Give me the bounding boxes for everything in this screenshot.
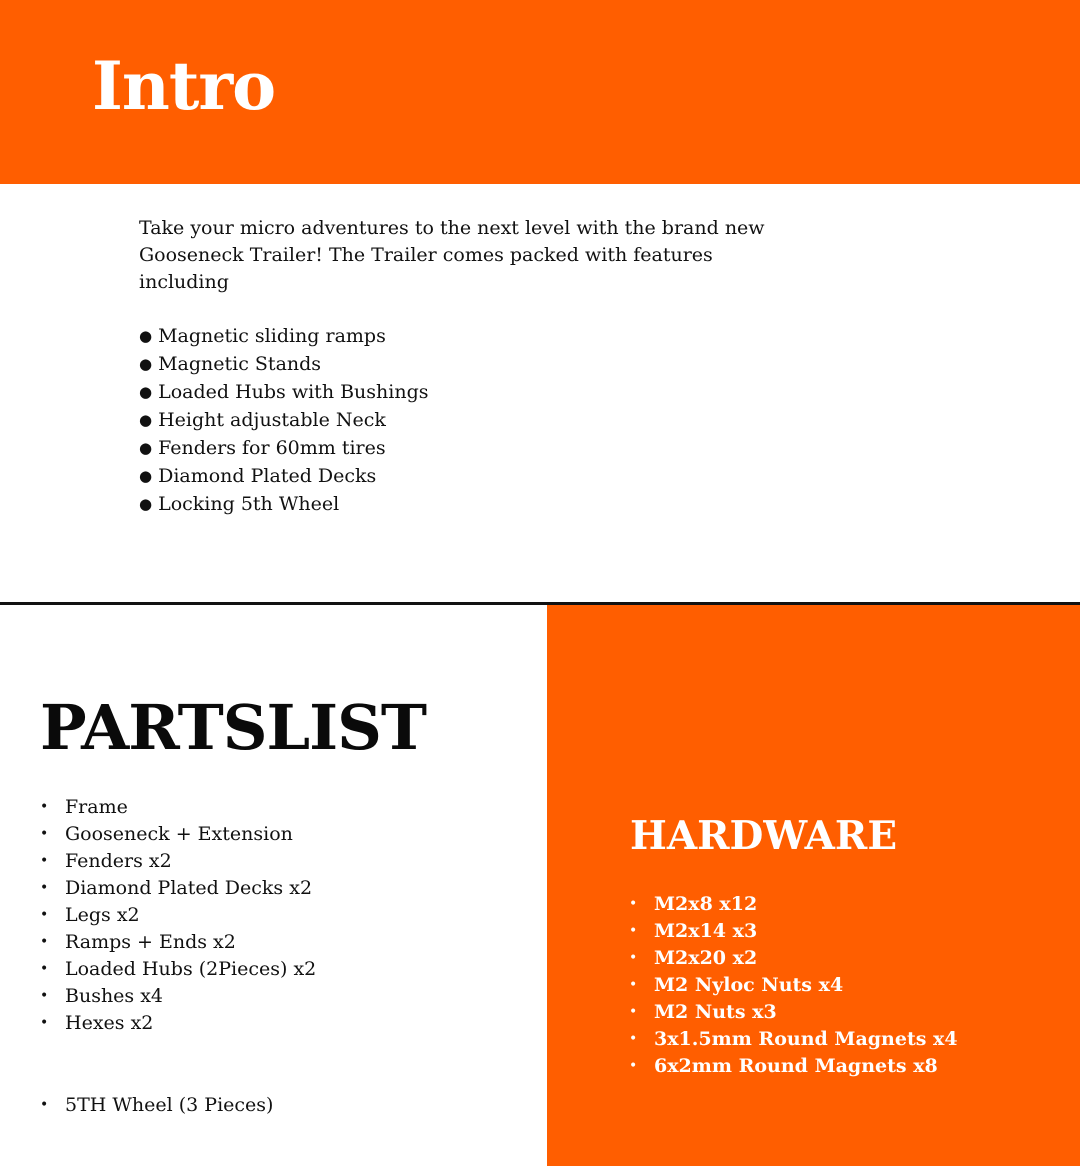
part-item: • Hexes x2 [40, 1010, 316, 1037]
intro-paragraph: Take your micro adventures to the next level with the brand new Gooseneck Trailer! The Trailer comes packed with features including [139, 217, 765, 293]
feature-item: ● Magnetic Stands [139, 351, 429, 379]
part-item: • 5TH Wheel (3 Pieces) [40, 1092, 273, 1119]
parts-list-extra [40, 1092, 273, 1119]
feature-item: ● Fenders for 60mm tires [139, 435, 429, 463]
intro-title: Intro [92, 47, 276, 125]
part-item: • Ramps + Ends x2 [40, 929, 316, 956]
parts-list [40, 794, 316, 1037]
hardware-item: • M2 Nyloc Nuts x4 [629, 972, 958, 999]
part-item: • Fenders x2 [40, 848, 316, 875]
hardware-item: • M2 Nuts x3 [629, 999, 958, 1026]
intro-header-band [0, 0, 1080, 184]
feature-item: ● Magnetic sliding ramps [139, 323, 429, 351]
feature-item: ● Loaded Hubs with Bushings [139, 379, 429, 407]
part-item: • Legs x2 [40, 902, 316, 929]
part-item: • Gooseneck + Extension [40, 821, 316, 848]
hardware-item: • 3x1.5mm Round Magnets x4 [629, 1026, 958, 1053]
part-item: • Diamond Plated Decks x2 [40, 875, 316, 902]
feature-item: ● Height adjustable Neck [139, 407, 429, 435]
hardware-item: • 6x2mm Round Magnets x8 [629, 1053, 958, 1080]
feature-list [139, 323, 429, 519]
hardware-item: • M2x14 x3 [629, 918, 958, 945]
hardware-panel [547, 605, 1080, 1166]
hardware-item: • M2x8 x12 [629, 891, 958, 918]
part-item: • Bushes x4 [40, 983, 316, 1010]
hardware-title: HARDWARE [630, 813, 898, 859]
feature-item: ● Diamond Plated Decks [139, 463, 429, 491]
hardware-list [629, 891, 958, 1080]
partslist-title: PARTSLIST [40, 691, 427, 764]
part-item: • Frame [40, 794, 316, 821]
part-item: • Loaded Hubs (2Pieces) x2 [40, 956, 316, 983]
hardware-item: • M2x20 x2 [629, 945, 958, 972]
feature-item: ● Locking 5th Wheel [139, 491, 429, 519]
